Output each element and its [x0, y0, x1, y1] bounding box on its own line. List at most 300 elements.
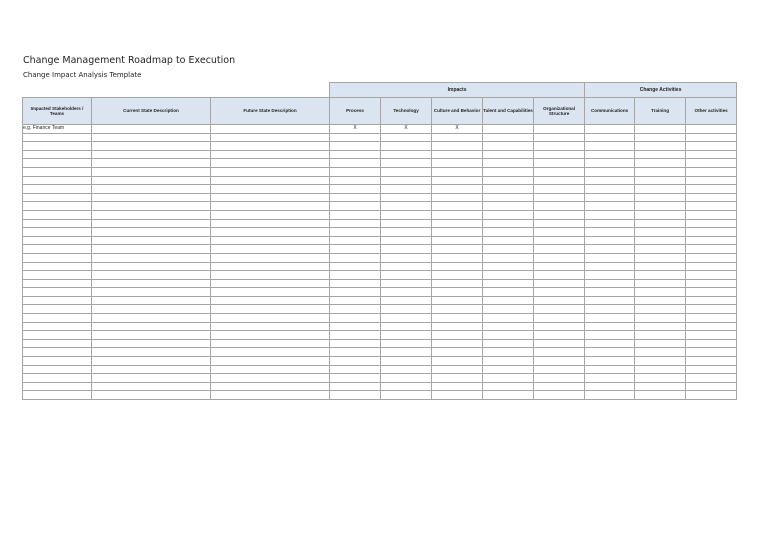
table-cell[interactable] — [686, 296, 737, 305]
table-cell[interactable] — [686, 262, 737, 271]
table-cell[interactable] — [92, 167, 211, 176]
table-cell[interactable] — [432, 382, 483, 391]
table-cell[interactable] — [381, 305, 432, 314]
table-cell[interactable] — [534, 322, 585, 331]
table-cell[interactable] — [635, 296, 686, 305]
table-cell[interactable] — [381, 228, 432, 237]
table-cell[interactable] — [635, 322, 686, 331]
table-cell[interactable] — [432, 236, 483, 245]
table-cell[interactable] — [635, 382, 686, 391]
table-cell[interactable] — [635, 357, 686, 366]
table-cell[interactable] — [211, 322, 330, 331]
table-cell[interactable] — [534, 159, 585, 168]
table-cell[interactable] — [534, 167, 585, 176]
table-cell[interactable] — [635, 262, 686, 271]
table-cell[interactable] — [381, 202, 432, 211]
table-cell[interactable] — [381, 193, 432, 202]
table-cell[interactable] — [211, 314, 330, 323]
table-cell[interactable] — [432, 322, 483, 331]
table-cell[interactable] — [23, 357, 92, 366]
table-cell[interactable] — [92, 279, 211, 288]
table-cell[interactable] — [534, 288, 585, 297]
table-cell[interactable] — [330, 253, 381, 262]
table-cell[interactable] — [92, 236, 211, 245]
table-cell[interactable] — [483, 185, 534, 194]
table-cell[interactable] — [330, 288, 381, 297]
table-cell[interactable] — [432, 176, 483, 185]
table-cell[interactable] — [330, 391, 381, 400]
table-cell[interactable] — [483, 331, 534, 340]
table-cell[interactable] — [432, 210, 483, 219]
table-cell[interactable] — [635, 159, 686, 168]
table-cell[interactable] — [483, 159, 534, 168]
table-cell[interactable] — [635, 374, 686, 383]
table-cell[interactable] — [585, 159, 635, 168]
table-cell[interactable] — [635, 253, 686, 262]
table-cell[interactable] — [686, 150, 737, 159]
table-cell[interactable] — [92, 305, 211, 314]
table-cell[interactable] — [483, 253, 534, 262]
table-cell[interactable] — [585, 228, 635, 237]
table-cell[interactable] — [211, 202, 330, 211]
table-cell[interactable] — [92, 176, 211, 185]
table-cell[interactable] — [432, 245, 483, 254]
table-cell[interactable] — [432, 159, 483, 168]
table-cell[interactable] — [23, 193, 92, 202]
table-cell[interactable] — [534, 150, 585, 159]
table-cell[interactable] — [23, 159, 92, 168]
table-cell[interactable] — [381, 142, 432, 151]
table-cell[interactable] — [483, 202, 534, 211]
table-cell[interactable] — [483, 176, 534, 185]
table-cell[interactable] — [92, 142, 211, 151]
table-cell[interactable] — [92, 348, 211, 357]
table-cell[interactable] — [635, 245, 686, 254]
table-cell[interactable] — [585, 296, 635, 305]
table-cell[interactable] — [330, 150, 381, 159]
table-cell[interactable] — [330, 279, 381, 288]
table-cell[interactable] — [432, 271, 483, 280]
table-cell[interactable] — [635, 219, 686, 228]
table-cell[interactable] — [330, 245, 381, 254]
table-cell[interactable] — [330, 236, 381, 245]
table-cell[interactable] — [381, 296, 432, 305]
table-cell[interactable] — [686, 391, 737, 400]
table-cell[interactable] — [92, 374, 211, 383]
table-cell[interactable] — [534, 365, 585, 374]
table-cell[interactable] — [330, 142, 381, 151]
table-cell[interactable] — [92, 339, 211, 348]
table-cell[interactable] — [92, 219, 211, 228]
table-cell[interactable] — [211, 210, 330, 219]
table-cell[interactable] — [483, 125, 534, 134]
table-cell[interactable] — [432, 133, 483, 142]
table-cell[interactable] — [23, 210, 92, 219]
table-cell[interactable] — [686, 210, 737, 219]
table-cell[interactable] — [92, 159, 211, 168]
table-cell[interactable] — [381, 382, 432, 391]
table-cell[interactable] — [330, 133, 381, 142]
table-cell[interactable] — [585, 314, 635, 323]
table-cell[interactable] — [92, 365, 211, 374]
table-cell[interactable] — [635, 167, 686, 176]
table-cell[interactable] — [483, 210, 534, 219]
table-cell[interactable] — [635, 202, 686, 211]
table-cell[interactable] — [211, 331, 330, 340]
table-cell[interactable] — [432, 374, 483, 383]
table-cell[interactable] — [211, 245, 330, 254]
table-cell[interactable] — [381, 279, 432, 288]
table-cell[interactable] — [330, 185, 381, 194]
table-cell[interactable] — [211, 357, 330, 366]
table-cell[interactable] — [686, 348, 737, 357]
table-cell[interactable] — [534, 374, 585, 383]
table-cell[interactable] — [432, 202, 483, 211]
table-cell[interactable] — [381, 331, 432, 340]
table-cell[interactable] — [211, 193, 330, 202]
table-cell[interactable]: X — [432, 125, 483, 134]
table-cell[interactable] — [23, 185, 92, 194]
table-cell[interactable] — [534, 210, 585, 219]
table-cell[interactable] — [211, 305, 330, 314]
table-cell[interactable] — [381, 176, 432, 185]
table-cell[interactable] — [585, 167, 635, 176]
table-cell[interactable] — [534, 185, 585, 194]
table-cell[interactable] — [432, 228, 483, 237]
table-cell[interactable] — [23, 322, 92, 331]
table-cell[interactable] — [483, 339, 534, 348]
table-cell[interactable] — [585, 382, 635, 391]
table-cell[interactable] — [23, 245, 92, 254]
table-cell[interactable] — [686, 193, 737, 202]
table-cell[interactable] — [432, 296, 483, 305]
table-cell[interactable] — [686, 219, 737, 228]
table-cell[interactable] — [381, 253, 432, 262]
table-cell[interactable] — [23, 236, 92, 245]
table-cell[interactable] — [92, 288, 211, 297]
table-cell[interactable] — [381, 365, 432, 374]
table-cell[interactable] — [483, 167, 534, 176]
table-cell[interactable] — [686, 245, 737, 254]
table-cell[interactable] — [483, 150, 534, 159]
table-cell[interactable] — [635, 210, 686, 219]
table-cell[interactable] — [585, 391, 635, 400]
table-cell[interactable] — [211, 125, 330, 134]
table-cell[interactable] — [635, 150, 686, 159]
table-cell[interactable] — [330, 193, 381, 202]
table-cell[interactable] — [92, 193, 211, 202]
table-cell[interactable] — [381, 322, 432, 331]
table-cell[interactable] — [23, 176, 92, 185]
table-cell[interactable] — [585, 150, 635, 159]
table-cell[interactable] — [432, 339, 483, 348]
table-cell[interactable] — [534, 331, 585, 340]
table-cell[interactable] — [211, 167, 330, 176]
table-cell[interactable] — [211, 159, 330, 168]
table-cell[interactable] — [211, 142, 330, 151]
table-cell[interactable] — [432, 348, 483, 357]
table-cell[interactable] — [686, 322, 737, 331]
table-cell[interactable] — [534, 219, 585, 228]
table-cell[interactable] — [432, 305, 483, 314]
table-cell[interactable] — [92, 253, 211, 262]
table-cell[interactable] — [381, 374, 432, 383]
table-cell[interactable] — [483, 348, 534, 357]
table-cell[interactable] — [381, 210, 432, 219]
table-cell[interactable] — [211, 271, 330, 280]
table-cell[interactable] — [92, 357, 211, 366]
table-cell[interactable] — [381, 245, 432, 254]
table-cell[interactable] — [432, 331, 483, 340]
table-cell[interactable] — [211, 176, 330, 185]
table-cell[interactable] — [534, 382, 585, 391]
table-cell[interactable] — [432, 150, 483, 159]
table-cell[interactable] — [635, 331, 686, 340]
table-cell[interactable] — [432, 185, 483, 194]
table-cell[interactable] — [211, 374, 330, 383]
table-cell[interactable] — [23, 253, 92, 262]
table-cell[interactable] — [635, 288, 686, 297]
table-cell[interactable] — [585, 271, 635, 280]
table-cell[interactable] — [635, 305, 686, 314]
table-cell[interactable] — [534, 305, 585, 314]
table-cell[interactable] — [585, 365, 635, 374]
table-cell[interactable] — [381, 159, 432, 168]
table-cell[interactable] — [585, 142, 635, 151]
table-cell[interactable] — [483, 245, 534, 254]
table-cell[interactable] — [211, 365, 330, 374]
table-cell[interactable] — [635, 236, 686, 245]
table-cell[interactable] — [635, 391, 686, 400]
table-cell[interactable] — [483, 314, 534, 323]
table-cell[interactable] — [686, 142, 737, 151]
table-cell[interactable] — [585, 125, 635, 134]
table-cell[interactable] — [534, 202, 585, 211]
table-cell[interactable] — [635, 314, 686, 323]
table-cell[interactable] — [330, 167, 381, 176]
table-cell[interactable] — [211, 236, 330, 245]
table-cell[interactable] — [92, 185, 211, 194]
table-cell[interactable] — [432, 219, 483, 228]
table-cell[interactable] — [211, 382, 330, 391]
table-cell[interactable] — [686, 253, 737, 262]
table-cell[interactable] — [686, 185, 737, 194]
table-cell[interactable] — [585, 279, 635, 288]
table-cell[interactable] — [483, 305, 534, 314]
table-cell[interactable] — [330, 262, 381, 271]
table-cell[interactable] — [483, 262, 534, 271]
table-cell[interactable] — [635, 279, 686, 288]
table-cell[interactable] — [686, 202, 737, 211]
table-cell[interactable] — [432, 365, 483, 374]
table-cell[interactable] — [92, 262, 211, 271]
table-cell[interactable] — [92, 245, 211, 254]
table-cell[interactable] — [534, 193, 585, 202]
table-cell[interactable] — [92, 210, 211, 219]
table-cell[interactable] — [92, 271, 211, 280]
table-cell[interactable] — [330, 219, 381, 228]
table-cell[interactable] — [211, 296, 330, 305]
table-cell[interactable] — [381, 271, 432, 280]
table-cell[interactable] — [534, 236, 585, 245]
table-cell[interactable] — [686, 271, 737, 280]
table-cell[interactable] — [211, 150, 330, 159]
table-cell[interactable] — [534, 391, 585, 400]
table-cell[interactable] — [92, 125, 211, 134]
table-cell[interactable] — [483, 228, 534, 237]
table-cell[interactable] — [23, 288, 92, 297]
table-cell[interactable] — [585, 133, 635, 142]
table-cell[interactable] — [483, 271, 534, 280]
table-cell[interactable] — [534, 133, 585, 142]
table-cell[interactable] — [483, 288, 534, 297]
table-cell[interactable] — [635, 185, 686, 194]
table-cell[interactable] — [330, 176, 381, 185]
table-cell[interactable] — [483, 296, 534, 305]
table-cell[interactable] — [635, 176, 686, 185]
table-cell[interactable] — [534, 314, 585, 323]
table-cell[interactable] — [686, 167, 737, 176]
table-cell[interactable] — [23, 314, 92, 323]
table-cell[interactable] — [330, 357, 381, 366]
table-cell[interactable] — [635, 193, 686, 202]
table-cell[interactable] — [381, 288, 432, 297]
table-cell[interactable] — [534, 357, 585, 366]
table-cell[interactable] — [585, 202, 635, 211]
table-cell[interactable] — [330, 305, 381, 314]
table-cell[interactable] — [432, 357, 483, 366]
table-cell[interactable] — [534, 279, 585, 288]
table-cell[interactable] — [585, 262, 635, 271]
table-cell[interactable] — [534, 296, 585, 305]
table-cell[interactable] — [635, 125, 686, 134]
table-cell[interactable] — [381, 167, 432, 176]
table-cell[interactable]: X — [330, 125, 381, 134]
table-cell[interactable] — [483, 193, 534, 202]
table-cell[interactable] — [211, 219, 330, 228]
table-cell[interactable] — [330, 202, 381, 211]
table-cell[interactable] — [23, 374, 92, 383]
table-cell[interactable] — [381, 133, 432, 142]
table-cell[interactable] — [211, 279, 330, 288]
table-cell[interactable] — [635, 142, 686, 151]
table-cell[interactable] — [686, 288, 737, 297]
table-cell[interactable] — [211, 339, 330, 348]
table-cell[interactable] — [211, 133, 330, 142]
table-cell[interactable] — [211, 185, 330, 194]
table-cell[interactable] — [585, 339, 635, 348]
table-cell[interactable] — [635, 339, 686, 348]
table-cell[interactable] — [23, 296, 92, 305]
table-cell[interactable] — [432, 193, 483, 202]
table-cell[interactable] — [534, 142, 585, 151]
table-cell[interactable] — [534, 348, 585, 357]
table-cell[interactable] — [534, 125, 585, 134]
table-cell[interactable] — [534, 339, 585, 348]
table-cell[interactable] — [585, 193, 635, 202]
table-cell[interactable] — [330, 296, 381, 305]
table-cell[interactable] — [381, 262, 432, 271]
table-cell[interactable]: e.g. Finance Team — [23, 125, 92, 134]
table-cell[interactable] — [585, 245, 635, 254]
table-cell[interactable] — [23, 331, 92, 340]
table-cell[interactable] — [686, 176, 737, 185]
table-cell[interactable] — [686, 339, 737, 348]
table-cell[interactable] — [23, 348, 92, 357]
table-cell[interactable] — [686, 331, 737, 340]
table-cell[interactable] — [23, 339, 92, 348]
table-cell[interactable] — [23, 305, 92, 314]
table-cell[interactable] — [211, 288, 330, 297]
table-cell[interactable] — [23, 167, 92, 176]
table-cell[interactable] — [23, 365, 92, 374]
table-cell[interactable] — [432, 253, 483, 262]
table-cell[interactable] — [92, 228, 211, 237]
table-cell[interactable] — [211, 262, 330, 271]
table-cell[interactable] — [432, 391, 483, 400]
table-cell[interactable] — [92, 150, 211, 159]
table-cell[interactable] — [92, 391, 211, 400]
table-cell[interactable] — [585, 236, 635, 245]
table-cell[interactable] — [92, 382, 211, 391]
table-cell[interactable] — [432, 142, 483, 151]
table-cell[interactable] — [585, 348, 635, 357]
table-cell[interactable] — [483, 365, 534, 374]
table-cell[interactable] — [432, 262, 483, 271]
table-cell[interactable] — [585, 253, 635, 262]
table-cell[interactable] — [92, 202, 211, 211]
table-cell[interactable] — [585, 219, 635, 228]
table-cell[interactable] — [534, 262, 585, 271]
table-cell[interactable] — [23, 219, 92, 228]
table-cell[interactable] — [483, 279, 534, 288]
table-cell[interactable] — [23, 271, 92, 280]
table-cell[interactable] — [686, 159, 737, 168]
table-cell[interactable] — [92, 331, 211, 340]
table-cell[interactable] — [381, 236, 432, 245]
table-cell[interactable] — [585, 210, 635, 219]
table-cell[interactable] — [635, 228, 686, 237]
table-cell[interactable] — [686, 228, 737, 237]
table-cell[interactable] — [432, 314, 483, 323]
table-cell[interactable] — [381, 185, 432, 194]
table-cell[interactable] — [381, 219, 432, 228]
table-cell[interactable] — [585, 288, 635, 297]
table-cell[interactable] — [23, 150, 92, 159]
table-cell[interactable] — [686, 305, 737, 314]
table-cell[interactable] — [585, 331, 635, 340]
table-cell[interactable] — [686, 382, 737, 391]
table-cell[interactable] — [483, 219, 534, 228]
table-cell[interactable] — [381, 339, 432, 348]
table-cell[interactable]: X — [381, 125, 432, 134]
table-cell[interactable] — [330, 210, 381, 219]
table-cell[interactable] — [635, 271, 686, 280]
table-cell[interactable] — [211, 391, 330, 400]
table-cell[interactable] — [686, 125, 737, 134]
table-cell[interactable] — [92, 322, 211, 331]
table-cell[interactable] — [534, 228, 585, 237]
table-cell[interactable] — [483, 374, 534, 383]
table-cell[interactable] — [381, 348, 432, 357]
table-cell[interactable] — [534, 271, 585, 280]
table-cell[interactable] — [635, 133, 686, 142]
table-cell[interactable] — [381, 150, 432, 159]
table-cell[interactable] — [330, 271, 381, 280]
table-cell[interactable] — [381, 391, 432, 400]
table-cell[interactable] — [23, 142, 92, 151]
table-cell[interactable] — [686, 279, 737, 288]
